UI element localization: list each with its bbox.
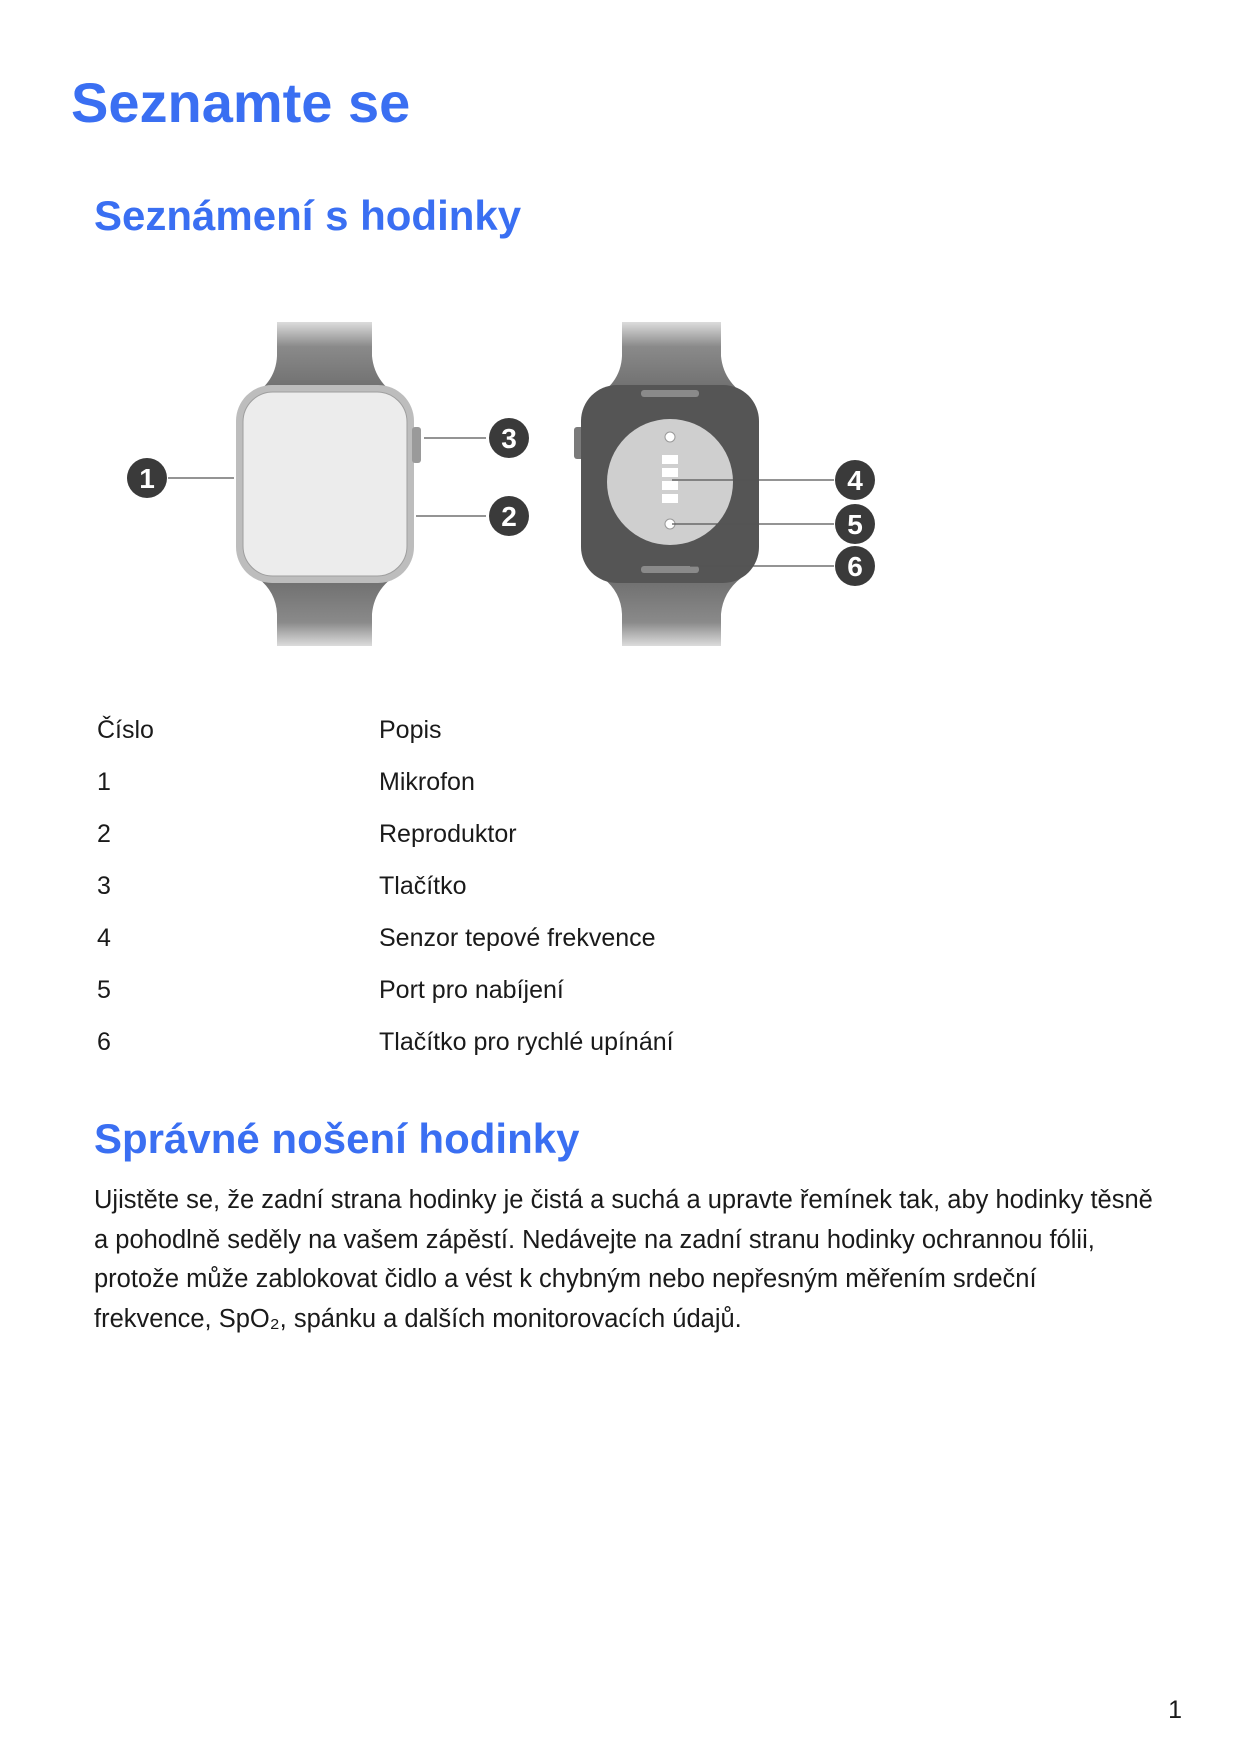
row-number: 5 xyxy=(97,976,111,1004)
callout-5 xyxy=(835,504,875,544)
callout-2 xyxy=(489,496,529,536)
page-title: Seznamte se xyxy=(71,71,411,134)
callout-1 xyxy=(127,458,167,498)
callout-6 xyxy=(835,546,875,586)
charging-port-top xyxy=(665,432,675,442)
row-description: Tlačítko pro rychlé upínání xyxy=(379,1028,674,1056)
row-description: Senzor tepové frekvence xyxy=(379,924,656,952)
watch-front-screen xyxy=(243,392,407,576)
sensor-window-4 xyxy=(662,494,678,503)
watch-back-strap-slot-top xyxy=(641,390,699,397)
callout-label: 5 xyxy=(847,509,863,540)
watch-back xyxy=(574,322,759,646)
callout-3 xyxy=(489,418,529,458)
callout-label: 1 xyxy=(139,463,155,494)
section-title-watch-overview: Seznámení s hodinky xyxy=(94,192,522,239)
sensor-window-1 xyxy=(662,455,678,464)
watch-front xyxy=(236,322,421,646)
row-description: Mikrofon xyxy=(379,768,475,796)
table-row xyxy=(97,814,897,866)
watch-diagram xyxy=(0,300,1240,680)
page-number: 1 xyxy=(1168,1696,1182,1724)
callout-4 xyxy=(835,460,875,500)
table-row xyxy=(97,1022,897,1074)
row-description: Reproduktor xyxy=(379,820,517,848)
row-description: Port pro nabíjení xyxy=(379,976,564,1004)
watch-front-strap-top xyxy=(258,322,392,392)
section-title-wearing: Správné nošení hodinky xyxy=(94,1115,580,1162)
callout-label: 6 xyxy=(847,551,863,582)
watch-front-button xyxy=(412,427,421,463)
column-header-number: Číslo xyxy=(97,716,154,744)
watch-back-strap-slot-bottom xyxy=(641,566,699,573)
callout-label: 3 xyxy=(501,423,517,454)
callout-label: 2 xyxy=(501,501,517,532)
row-number: 3 xyxy=(97,872,111,900)
table-row xyxy=(97,918,897,970)
sensor-window-2 xyxy=(662,468,678,477)
table-header-row xyxy=(97,710,897,762)
row-number: 6 xyxy=(97,1028,111,1056)
row-number: 2 xyxy=(97,820,111,848)
row-number: 1 xyxy=(97,768,111,796)
wearing-instructions-paragraph: Ujistěte se, že zadní strana hodinky je čistá a suchá a upravte řemínek tak, aby hodinky těsně a pohodlně seděly na vašem zápěstí. Nedávejte na zadní stranu hodinky ochrannou fólii, protože může zablokovat čidlo a vést k chybným nebo nepřesným měřením srdeční frekvence, SpO₂, spánku a dalších monitorovacích údajů. xyxy=(94,1186,1153,1333)
table-row xyxy=(97,762,897,814)
table-row xyxy=(97,866,897,918)
table-row xyxy=(97,970,897,1022)
watch-back-strap-top xyxy=(603,322,741,392)
callout-label: 4 xyxy=(847,465,863,496)
row-number: 4 xyxy=(97,924,111,952)
sensor-window-3 xyxy=(662,481,678,490)
parts-table xyxy=(97,710,897,1074)
watch-back-strap-bottom xyxy=(603,578,741,646)
row-description: Tlačítko xyxy=(379,872,467,900)
watch-front-strap-bottom xyxy=(258,578,392,646)
column-header-description: Popis xyxy=(379,716,442,744)
